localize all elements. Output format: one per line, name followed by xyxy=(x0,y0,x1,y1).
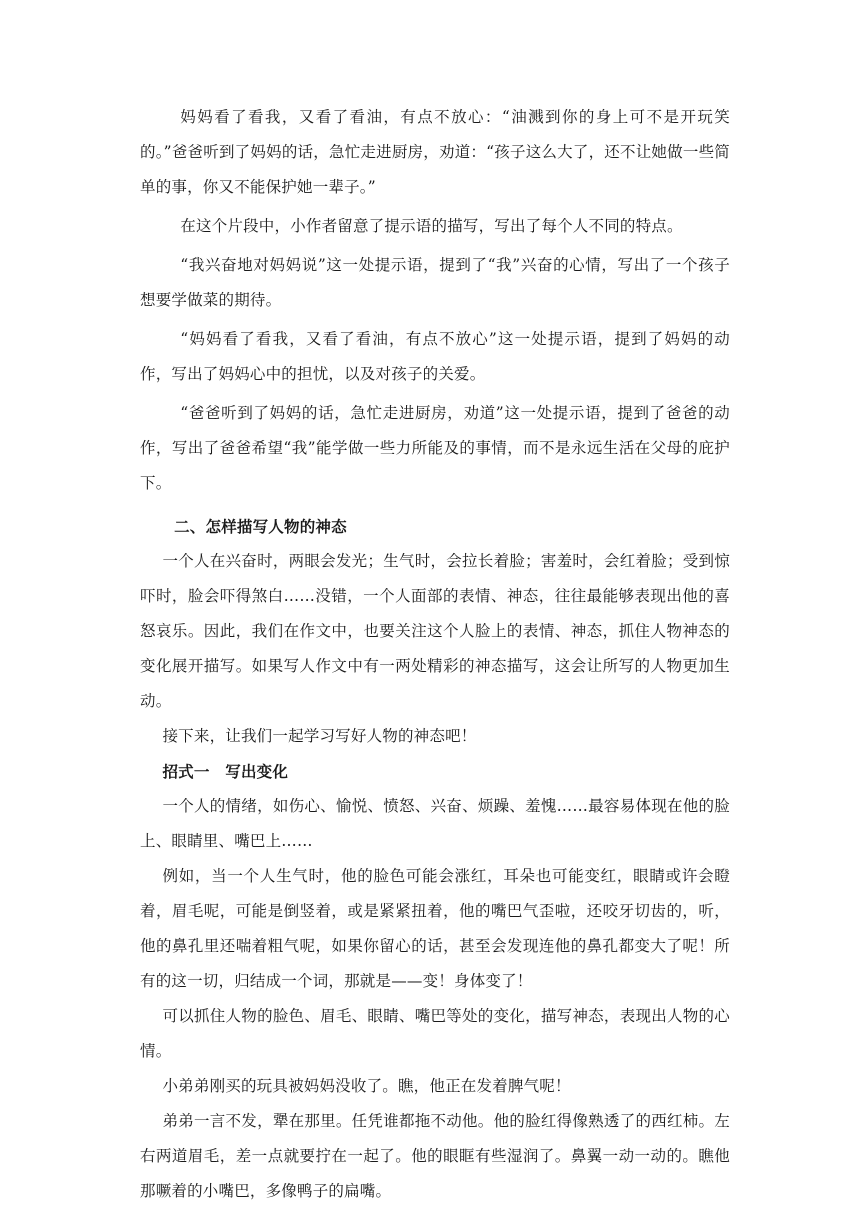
example-paragraph: 弟弟一言不发，犟在那里。任凭谁都拖不动他。他的脸红得像熟透了的西红柿。左右两道眉毛，差一点就要拧在一起了。他的眼眶有些湿润了。鼻翼一动一动的。瞧他那噘着的小嘴巴，多像鸭子的扁嘴。 xyxy=(140,1112,730,1200)
body-paragraph: 小弟弟刚买的玩具被妈妈没收了。瞧，他正在发着脾气呢！ xyxy=(162,1077,571,1095)
section-heading: 二、怎样描写人物的神态 xyxy=(174,517,347,536)
document-body xyxy=(140,100,730,1209)
body-paragraph: 一个人的情绪，如伤心、愉悦、愤怒、兴奋、烦躁、羞愧……最容易体现在他的脸上、眼睛里、嘴巴上…… xyxy=(140,797,730,850)
analysis-paragraph: “妈妈看了看我，又看了看油，有点不放心”这一处提示语，提到了妈妈的动作，写出了妈妈心中的担忧，以及对孩子的关爱。 xyxy=(140,330,730,383)
body-paragraph: 可以抓住人物的脸色、眉毛、眼睛、嘴巴等处的变化，描写神态，表现出人物的心情。 xyxy=(140,1007,730,1060)
subsection-heading: 招式一 写出变化 xyxy=(162,762,289,781)
analysis-paragraph: “爸爸听到了妈妈的话，急忙走进厨房，劝道”这一处提示语，提到了爸爸的动作，写出了爸爸希望“我”能学做一些力所能及的事情，而不是永远生活在父母的庇护下。 xyxy=(140,404,730,492)
body-paragraph: 一个人在兴奋时，两眼会发光；生气时，会拉长着脸；害羞时，会红着脸；受到惊吓时，脸会吓得煞白……没错，一个人面部的表情、神态，往往最能够表现出他的喜怒哀乐。因此，我们在作文中，也要关注这个人脸上的表情、神态，抓住人物神态的变化展开描写。如果写人作文中有一两处精彩的神态描写，这会让所写的人物更加生动。 xyxy=(140,552,730,710)
analysis-paragraph: 在这个片段中，小作者留意了提示语的描写，写出了每个人不同的特点。 xyxy=(180,217,683,235)
quote-paragraph: 妈妈看了看我，又看了看油，有点不放心：“油溅到你的身上可不是开玩笑的。”爸爸听到了妈妈的话，急忙走进厨房，劝道：“孩子这么大了，还不让她做一些简单的事，你又不能保护她一辈子。” xyxy=(140,108,730,196)
analysis-paragraph: “我兴奋地对妈妈说”这一处提示语，提到了“我”兴奋的心情，写出了一个孩子想要学做菜的期待。 xyxy=(140,256,730,309)
body-paragraph: 例如，当一个人生气时，他的脸色可能会涨红，耳朵也可能变红，眼睛或许会瞪着，眉毛呢，可能是倒竖着，或是紧紧扭着，他的嘴巴气歪啦，还咬牙切齿的，听，他的鼻孔里还喘着粗气呢，如果你留心的话，甚至会发现连他的鼻孔都变大了呢！所有的这一切，归结成一个词，那就是——变！身体变了！ xyxy=(140,867,730,990)
body-paragraph: 接下来，让我们一起学习写好人物的神态吧！ xyxy=(162,727,477,745)
